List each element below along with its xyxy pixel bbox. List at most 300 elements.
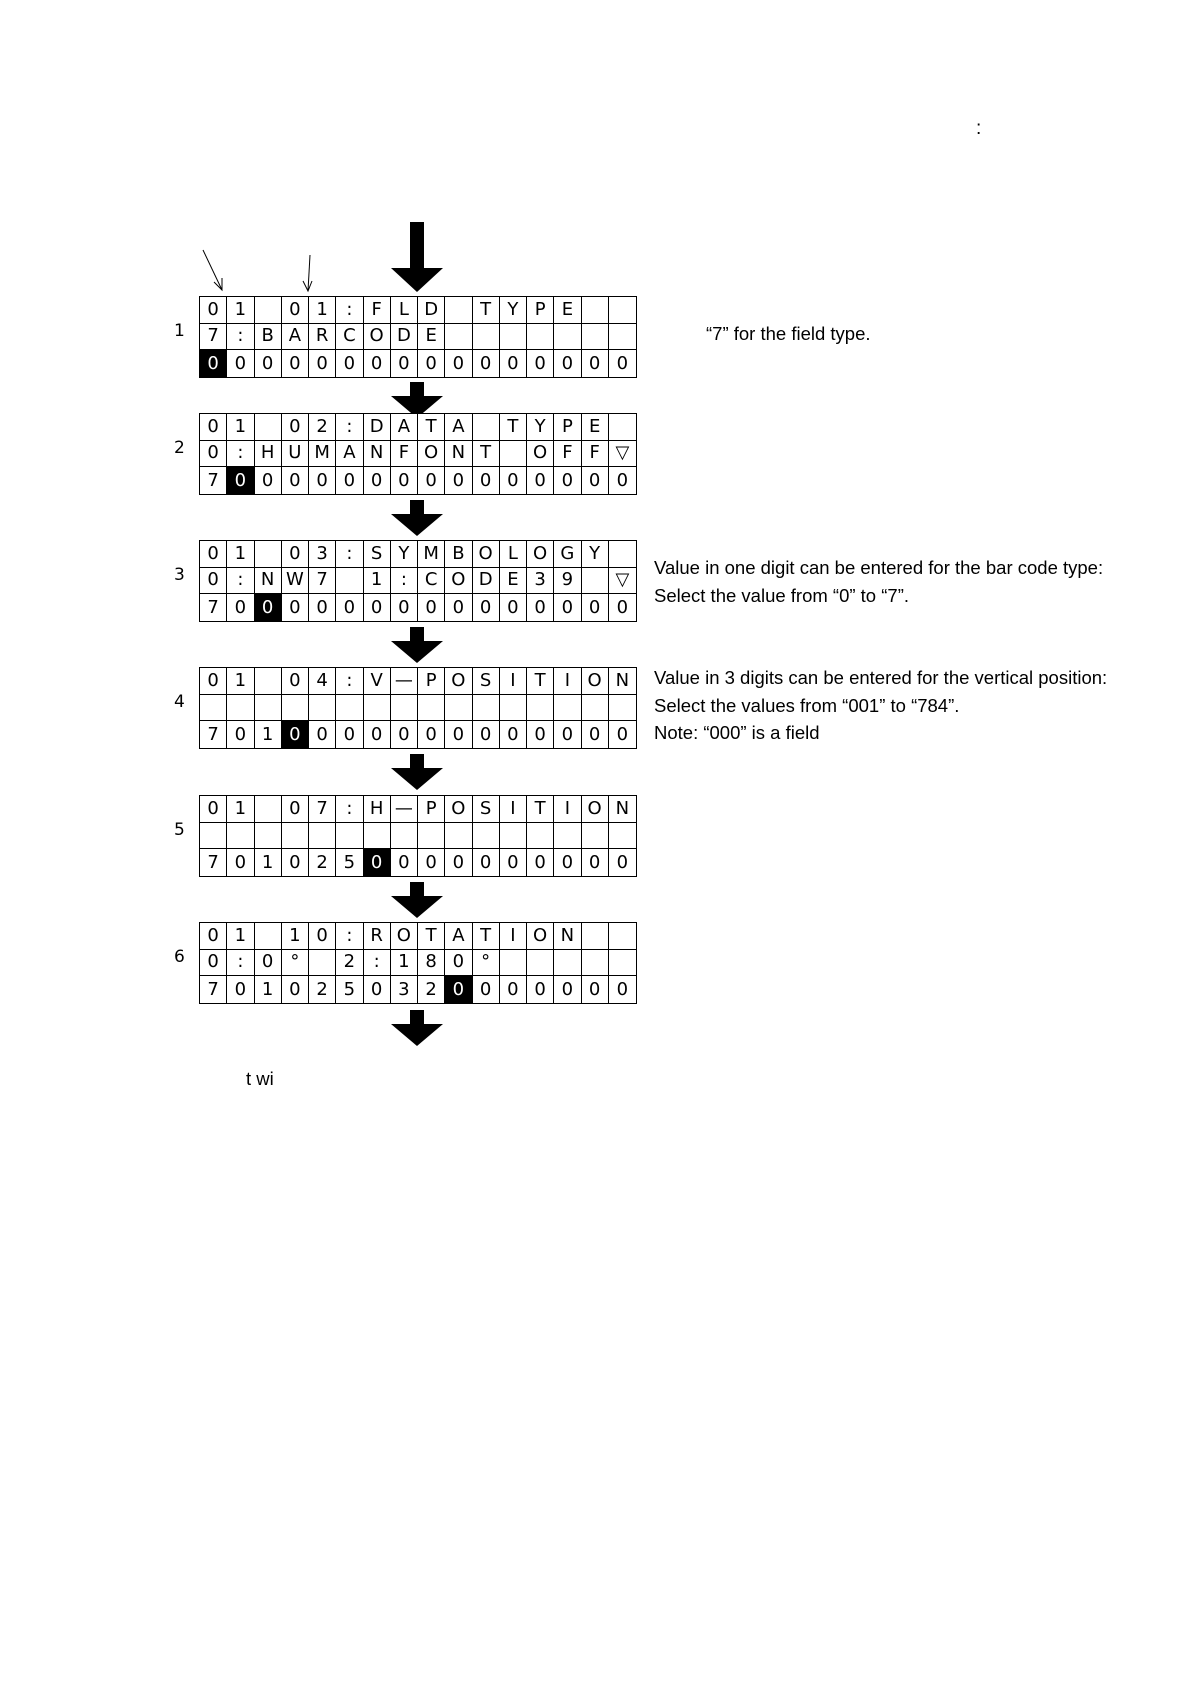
lcd-cell: D [391, 324, 418, 351]
lcd-cell: A [391, 414, 418, 441]
lcd-cell: T [473, 923, 500, 950]
note-line: Note: “000” is a field [654, 722, 820, 743]
lcd-cell: 0 [473, 976, 500, 1003]
lcd-display [199, 667, 637, 749]
lcd-cell: 0 [391, 350, 418, 377]
lcd-cell: 5 [336, 849, 363, 876]
step-number: 5 [174, 820, 185, 840]
lcd-cell: 4 [309, 668, 336, 695]
lcd-cell [445, 695, 472, 722]
lcd-cell [473, 695, 500, 722]
lcd-cell [255, 297, 282, 324]
lcd-cell: 0 [336, 467, 363, 494]
lcd-cell: U [282, 441, 309, 468]
lcd-cell: F [582, 441, 609, 468]
lcd-cell: L [391, 297, 418, 324]
lcd-cell: I [554, 668, 581, 695]
lcd-cell: 0 [282, 796, 309, 823]
lcd-cell: 8 [418, 950, 445, 977]
lcd-cell: A [445, 923, 472, 950]
lcd-cell [336, 568, 363, 595]
lcd-cell: 0 [336, 594, 363, 621]
lcd-cell: 2 [336, 950, 363, 977]
lcd-cell: 0 [200, 568, 227, 595]
lcd-cell: P [418, 668, 445, 695]
lcd-cell [282, 695, 309, 722]
lcd-cell: I [500, 668, 527, 695]
lcd-cursor-cell: 0 [200, 350, 227, 377]
lcd-cell: 0 [527, 594, 554, 621]
lcd-cell: 1 [255, 849, 282, 876]
lcd-cell: 0 [282, 594, 309, 621]
lcd-cell: 0 [255, 467, 282, 494]
lcd-cell: 0 [582, 350, 609, 377]
lcd-cell: : [391, 568, 418, 595]
down-arrow-icon [391, 500, 443, 536]
lcd-cell: 0 [445, 950, 472, 977]
lcd-cell: 0 [364, 976, 391, 1003]
lcd-cell: 0 [582, 976, 609, 1003]
lcd-cell: 0 [473, 467, 500, 494]
lcd-cell: 0 [227, 849, 254, 876]
lcd-cell: : [227, 568, 254, 595]
lcd-cell: 0 [282, 668, 309, 695]
lcd-cell: W [282, 568, 309, 595]
lcd-cell: ° [473, 950, 500, 977]
lcd-cell: 0 [309, 467, 336, 494]
lcd-cell: 0 [364, 350, 391, 377]
lcd-cell: O [364, 324, 391, 351]
lcd-cell: D [418, 297, 445, 324]
lcd-cell: R [309, 324, 336, 351]
lcd-cell [554, 324, 581, 351]
lcd-cell: T [527, 668, 554, 695]
lcd-cell [391, 823, 418, 850]
lcd-cell: 0 [500, 849, 527, 876]
lcd-cell: N [609, 668, 636, 695]
lcd-display [199, 540, 637, 622]
lcd-cell: 0 [473, 721, 500, 748]
lcd-cell: 0 [282, 350, 309, 377]
lcd-cell [309, 823, 336, 850]
lcd-cell: 9 [554, 568, 581, 595]
lcd-cell [582, 950, 609, 977]
lcd-cell [582, 297, 609, 324]
lcd-cell [309, 950, 336, 977]
lcd-cell: Y [391, 541, 418, 568]
lcd-cell: P [418, 796, 445, 823]
lcd-cell [609, 541, 636, 568]
lcd-cell: 0 [500, 350, 527, 377]
lcd-cell: 0 [336, 721, 363, 748]
lcd-cell: H [364, 796, 391, 823]
lcd-cell: : [336, 923, 363, 950]
lcd-cell: 0 [227, 976, 254, 1003]
lcd-cell: N [255, 568, 282, 595]
lcd-cell: 0 [282, 414, 309, 441]
lcd-cell [500, 823, 527, 850]
lcd-cell [500, 950, 527, 977]
lcd-cell: L [500, 541, 527, 568]
lcd-cell: : [364, 950, 391, 977]
lcd-cell: 7 [309, 796, 336, 823]
lcd-cell: 1 [255, 976, 282, 1003]
lcd-cursor-cell: 0 [227, 467, 254, 494]
lcd-cell: 0 [200, 441, 227, 468]
lcd-cursor-cell: 0 [255, 594, 282, 621]
lcd-cell: B [255, 324, 282, 351]
lcd-cell: 1 [282, 923, 309, 950]
lcd-cell [609, 950, 636, 977]
lcd-cell: A [445, 414, 472, 441]
step-number: 2 [174, 438, 185, 458]
lcd-cell [227, 823, 254, 850]
lcd-cell: 3 [309, 541, 336, 568]
down-arrow-icon [391, 627, 443, 663]
lcd-cell: A [282, 324, 309, 351]
lcd-cursor-cell: 0 [364, 849, 391, 876]
lcd-cell: 0 [582, 721, 609, 748]
lcd-cell [391, 695, 418, 722]
lcd-display [199, 296, 637, 378]
lcd-cell [473, 823, 500, 850]
step-number: 3 [174, 565, 185, 585]
lcd-cell: : [336, 668, 363, 695]
lcd-cell: M [418, 541, 445, 568]
lcd-cell: : [336, 541, 363, 568]
lcd-cell: 1 [227, 668, 254, 695]
lcd-cell: : [227, 441, 254, 468]
lcd-cell: 0 [527, 467, 554, 494]
lcd-cell: 0 [200, 541, 227, 568]
lcd-cell: 0 [500, 594, 527, 621]
lcd-cell: : [336, 414, 363, 441]
lcd-cell: M [309, 441, 336, 468]
lcd-cell: Y [527, 414, 554, 441]
lcd-cell: 5 [336, 976, 363, 1003]
lcd-cell: 0 [309, 721, 336, 748]
lcd-cell: G [554, 541, 581, 568]
lcd-cell: F [391, 441, 418, 468]
lcd-cell: 0 [554, 721, 581, 748]
lcd-cell: 1 [227, 541, 254, 568]
lcd-cell: T [527, 796, 554, 823]
lcd-cell: 0 [473, 849, 500, 876]
lcd-cell: 0 [364, 467, 391, 494]
lcd-cell [609, 823, 636, 850]
lcd-cell: N [364, 441, 391, 468]
lcd-cell: O [418, 441, 445, 468]
lcd-cell: 0 [554, 594, 581, 621]
lcd-cell [609, 414, 636, 441]
lcd-cell: I [500, 796, 527, 823]
lcd-cell: 0 [473, 594, 500, 621]
lcd-cell: 1 [227, 796, 254, 823]
lcd-cell: ▽ [609, 441, 636, 468]
note-line: “7” for the field type. [706, 323, 871, 344]
lcd-cell: 0 [527, 849, 554, 876]
lcd-cell: 0 [391, 721, 418, 748]
lcd-cell [582, 695, 609, 722]
lcd-cell [418, 823, 445, 850]
lcd-cell: 7 [309, 568, 336, 595]
lcd-cell: 0 [554, 976, 581, 1003]
lcd-cell: 2 [309, 414, 336, 441]
down-arrow-icon [391, 1010, 443, 1046]
lcd-cell: 0 [445, 594, 472, 621]
lcd-cell [255, 695, 282, 722]
lcd-cell: 0 [418, 350, 445, 377]
step-number: 6 [174, 947, 185, 967]
lcd-cell: H [255, 441, 282, 468]
lcd-cell: 0 [309, 594, 336, 621]
lcd-cell: 0 [336, 350, 363, 377]
lcd-cell: 0 [309, 350, 336, 377]
lcd-cell: 0 [255, 950, 282, 977]
lcd-cell: 0 [500, 976, 527, 1003]
step-note [706, 320, 871, 348]
lcd-cell: 0 [227, 594, 254, 621]
down-arrow-icon [391, 222, 443, 292]
lcd-cell: 0 [445, 467, 472, 494]
lcd-cell [227, 695, 254, 722]
lcd-cell [364, 695, 391, 722]
lcd-cell [609, 324, 636, 351]
lcd-cell: 0 [282, 541, 309, 568]
lcd-cell [200, 823, 227, 850]
lcd-cell [609, 923, 636, 950]
lcd-cell: 0 [282, 297, 309, 324]
footer-fragment: t wi [246, 1068, 274, 1089]
lcd-cell: O [445, 796, 472, 823]
step-number: 1 [174, 321, 185, 341]
lcd-cell: 1 [255, 721, 282, 748]
lcd-display [199, 413, 637, 495]
lcd-cell: : [227, 950, 254, 977]
lcd-cell: 2 [309, 976, 336, 1003]
lcd-cell: 0 [445, 721, 472, 748]
lcd-cell: T [500, 414, 527, 441]
note-line: Value in 3 digits can be entered for the vertical position: [654, 667, 1108, 688]
lcd-cell: 0 [200, 414, 227, 441]
lcd-cell: 0 [282, 976, 309, 1003]
lcd-cell: 0 [616, 978, 629, 1000]
lcd-cell: 0 [200, 297, 227, 324]
lcd-cell: 0 [200, 950, 227, 977]
lcd-cell: E [554, 297, 581, 324]
lcd-cell: 0 [364, 721, 391, 748]
step-number: 4 [174, 692, 185, 712]
lcd-cell: F [364, 297, 391, 324]
lcd-cell: N [609, 796, 636, 823]
lcd-cell: 0 [282, 467, 309, 494]
lcd-cell: 0 [282, 849, 309, 876]
lcd-cursor-cell: 0 [282, 721, 309, 748]
lcd-cell [500, 695, 527, 722]
lcd-cell: E [582, 414, 609, 441]
lcd-cell: 0 [418, 594, 445, 621]
lcd-cell: 0 [391, 467, 418, 494]
lcd-cell: 0 [554, 350, 581, 377]
lcd-cell: O [527, 441, 554, 468]
lcd-cell: 0 [582, 467, 609, 494]
lcd-cell: P [527, 297, 554, 324]
lcd-cell: 0 [418, 849, 445, 876]
lcd-cell: 0 [309, 923, 336, 950]
lcd-cell: P [554, 414, 581, 441]
lcd-cell [255, 823, 282, 850]
down-arrow-icon [391, 754, 443, 790]
lcd-cell: O [582, 796, 609, 823]
lcd-cell [364, 823, 391, 850]
lcd-cell: T [473, 441, 500, 468]
lcd-cell: : [336, 796, 363, 823]
lcd-cell [554, 695, 581, 722]
lcd-cell: 3 [391, 976, 418, 1003]
pointer-arrow-item-number [300, 253, 320, 297]
lcd-cell: O [582, 668, 609, 695]
lcd-cell: 1 [227, 297, 254, 324]
lcd-cell: S [364, 541, 391, 568]
pointer-arrow-field-number [200, 248, 230, 298]
lcd-cell: 0 [554, 467, 581, 494]
lcd-cell: 0 [227, 721, 254, 748]
lcd-cell: O [445, 668, 472, 695]
lcd-cell: E [418, 324, 445, 351]
lcd-cell: 7 [200, 976, 227, 1003]
lcd-cell: S [473, 668, 500, 695]
lcd-cell: 2 [418, 976, 445, 1003]
lcd-cell [473, 324, 500, 351]
lcd-cell [255, 668, 282, 695]
lcd-cell: 3 [527, 568, 554, 595]
lcd-cell [554, 823, 581, 850]
lcd-cell: N [554, 923, 581, 950]
lcd-cell: D [364, 414, 391, 441]
lcd-cell: C [418, 568, 445, 595]
lcd-cell: R [364, 923, 391, 950]
lcd-cell: S [473, 796, 500, 823]
lcd-cursor-cell: 0 [445, 976, 472, 1003]
lcd-cell: 0 [500, 721, 527, 748]
lcd-cell: 1 [391, 950, 418, 977]
lcd-cell [582, 324, 609, 351]
lcd-cell: : [227, 324, 254, 351]
lcd-cell [255, 923, 282, 950]
lcd-cell: 2 [309, 849, 336, 876]
lcd-cell [582, 923, 609, 950]
lcd-cell: 1 [227, 414, 254, 441]
lcd-cell: 0 [582, 849, 609, 876]
note-line: Value in one digit can be entered for the bar code type: [654, 557, 1104, 578]
lcd-cell: Y [500, 297, 527, 324]
down-arrow-icon [391, 882, 443, 918]
lcd-cell: 0 [445, 350, 472, 377]
lcd-cell: N [445, 441, 472, 468]
lcd-cell: I [500, 923, 527, 950]
lcd-cell [255, 796, 282, 823]
lcd-cell: 0 [255, 350, 282, 377]
lcd-cell: O [527, 541, 554, 568]
lcd-cell: 0 [418, 721, 445, 748]
lcd-cell: 0 [582, 594, 609, 621]
lcd-cell: F [554, 441, 581, 468]
lcd-cell: 7 [200, 467, 227, 494]
lcd-cell [554, 950, 581, 977]
lcd-cell [527, 823, 554, 850]
lcd-cell: 0 [616, 352, 629, 374]
lcd-cell: T [418, 414, 445, 441]
note-line: Select the values from “001” to “784”. [654, 694, 960, 716]
lcd-cell: 1 [227, 923, 254, 950]
lcd-cell: 1 [309, 297, 336, 324]
lcd-cell: O [473, 541, 500, 568]
lcd-cell: 0 [554, 849, 581, 876]
lcd-cell: 0 [445, 849, 472, 876]
lcd-cell: — [391, 796, 418, 823]
lcd-cell: 7 [200, 594, 227, 621]
lcd-cell: T [473, 297, 500, 324]
lcd-display [199, 795, 637, 877]
lcd-cell: E [500, 568, 527, 595]
lcd-cell: 0 [391, 849, 418, 876]
lcd-cell: 0 [200, 796, 227, 823]
lcd-cell: 0 [473, 350, 500, 377]
lcd-cell: : [336, 297, 363, 324]
lcd-cell: 7 [200, 721, 227, 748]
lcd-cell [500, 441, 527, 468]
lcd-cell: 0 [200, 923, 227, 950]
lcd-cell [336, 823, 363, 850]
note-line: Select the value from “0” to “7”. [654, 584, 909, 606]
lcd-cell: 0 [527, 976, 554, 1003]
lcd-cell: 0 [527, 721, 554, 748]
lcd-cell: 7 [200, 849, 227, 876]
lcd-cell [445, 297, 472, 324]
lcd-cell: O [527, 923, 554, 950]
lcd-cell: ▽ [609, 568, 636, 595]
lcd-cell: 0 [364, 594, 391, 621]
lcd-cell: 0 [616, 851, 629, 873]
lcd-cell: 0 [227, 350, 254, 377]
lcd-cell [445, 324, 472, 351]
lcd-cell: 1 [364, 568, 391, 595]
step-note [654, 554, 1103, 609]
lcd-cell [500, 324, 527, 351]
lcd-cell: T [418, 923, 445, 950]
lcd-cell [609, 695, 636, 722]
lcd-cell: 0 [616, 596, 629, 618]
lcd-display [199, 922, 637, 1004]
lcd-cell [582, 568, 609, 595]
lcd-cell: O [391, 923, 418, 950]
lcd-cell [255, 414, 282, 441]
lcd-cell: 7 [200, 324, 227, 351]
lcd-cell [445, 823, 472, 850]
lcd-cell: 0 [616, 469, 629, 491]
lcd-cell: B [445, 541, 472, 568]
lcd-cell: V [364, 668, 391, 695]
lcd-cell [527, 695, 554, 722]
lcd-cell [527, 950, 554, 977]
lcd-cell: I [554, 796, 581, 823]
lcd-cell: Y [582, 541, 609, 568]
lcd-cell: 0 [616, 723, 629, 745]
lcd-cell: — [391, 668, 418, 695]
lcd-cell: A [336, 441, 363, 468]
lcd-cell: 0 [500, 467, 527, 494]
lcd-cell: 0 [418, 467, 445, 494]
